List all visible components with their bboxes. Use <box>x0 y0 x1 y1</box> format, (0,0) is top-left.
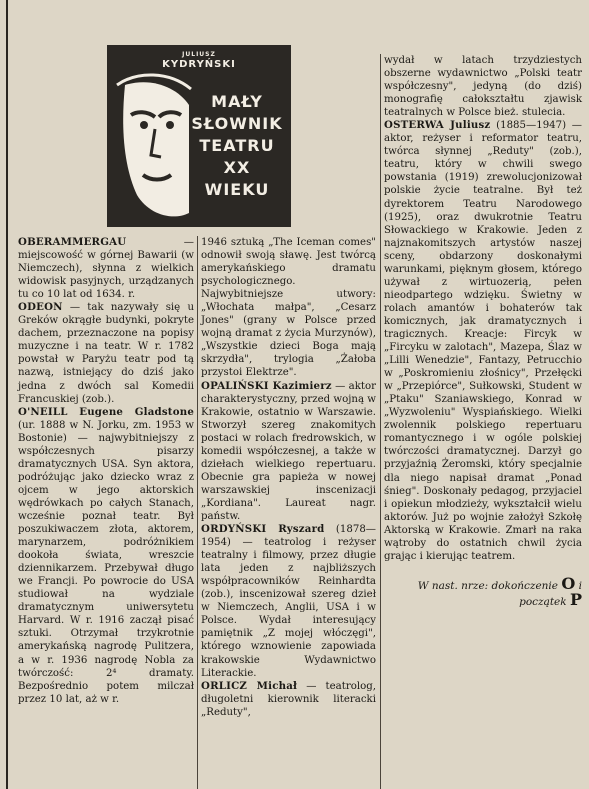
entry-text: 1946 sztuką „The Iceman comes" odnowił swoją sławę. Jest twórcą amerykańskiego dramatu psychologicznego. Najwybitniejsze utwory: „Włochata małpa", „Cesarz Jones" (grany w Polsce przed wojną dramat z życia Murzynów), „Wszystkie dzieci Boga mają skrzydła", trylogia „Żałoba przystoi Elektrze". <box>201 237 376 379</box>
continuation-letter: P <box>569 589 582 609</box>
dictionary-entry <box>201 523 376 680</box>
logo-title-line: TEATRU <box>199 136 275 155</box>
logo-title-line: XX <box>223 158 251 177</box>
entry-headword: ORLICZ Michał <box>201 679 298 692</box>
series-logo <box>107 45 291 227</box>
continuation-text: i początek <box>519 579 582 608</box>
dictionary-entry <box>201 680 376 719</box>
dictionary-entry <box>18 236 194 301</box>
logo-author-first: JULIUSZ <box>182 51 216 58</box>
entry-text: — teatrolog, długoletni kierownik literacki „Reduty", <box>201 680 376 718</box>
dictionary-entry <box>384 54 582 119</box>
entry-headword: OSTERWA Juliusz <box>384 119 491 132</box>
entry-text: (1878—1954) — teatrolog i reżyser teatralny i filmowy, przez długie lata jeden z najbliższych współpracowników Reinhardta (zob.), inscenizował szereg dzieł w Niemczech, Anglii, USA i w Polsce. Wydał interesujący pamiętnik „Z mojej włóczęgi", którego wznowienie zapowiada krakowskie Wydawnictwo Literackie. <box>201 524 376 679</box>
left-border-rule <box>6 0 8 789</box>
dictionary-entry <box>384 119 582 563</box>
logo-title-line: SŁOWNIK <box>191 114 283 133</box>
text-column-3 <box>384 54 582 609</box>
dictionary-entry <box>201 380 376 524</box>
entry-text: (ur. 1888 w N. Jorku, zm. 1953 w Bostonie) — najwybitniejszy z współczesnych pisarzy dramatycznych USA. Syn aktora, podróżując jako dziecko wraz z ojcem w jego aktorskich wędrówkach po całych Stanach, wcześnie poznał teatr. Był poszukiwaczem złota, aktorem, marynarzem, podróżnikiem dookoła świata, wreszcie dziennikarzem. Przebywał długo we Francji. Po powrocie do USA studiował na wydziale dramatycznym uniwersytetu Harvard. W r. 1916 zaczął pisać sztuki. Otrzymał trzykrotnie amerykańską nagrodę Pulitzera, a w r. 1936 nagrodę Nobla za twórczość: 2⁴ dramaty. Bezpośrednio potem milczał przez 10 lat, aż w r. <box>18 419 194 705</box>
logo-author-last: KYDRYŃSKI <box>162 59 236 70</box>
entry-text: — tak nazywały się u Greków okrągłe budynki, pokryte dachem, przeznaczone na popisy muzyczne i na teatr. W r. 1782 powstał w Paryżu teatr pod tą nazwą, istniejący do dziś jako jedna z dwóch sal Komedii Francuskiej (zob.). <box>18 302 194 405</box>
text-column-1 <box>18 236 194 706</box>
entry-text: wydał w latach trzydziestych obszerne wydawnictwo „Polski teatr współczesny", jedyną (do dziś) monografię całokształtu zjawisk teatralnych w Polsce bież. stulecia. <box>384 55 582 119</box>
dictionary-entry <box>18 301 194 405</box>
column-rule <box>380 54 381 789</box>
logo-title-line: WIEKU <box>204 180 270 199</box>
continuation-letter: O <box>561 573 576 593</box>
entry-headword: OPALIŃSKI Kazimierz <box>201 379 332 392</box>
text-column-2 <box>201 236 376 719</box>
entry-headword: O'NEILL Eugene Gladstone <box>18 405 194 418</box>
continuation-text: W nast. nrze: dokończenie <box>417 579 562 592</box>
entry-headword: OBERAMMERGAU <box>18 236 127 248</box>
dictionary-entry <box>18 406 194 706</box>
entry-headword: ORDYŃSKI Ryszard <box>201 523 325 536</box>
entry-headword: ODEON <box>18 301 63 314</box>
continuation-note <box>384 573 582 609</box>
dictionary-entry <box>201 236 376 380</box>
logo-title-line: MAŁY <box>211 92 263 111</box>
logo-title <box>189 91 285 201</box>
column-rule <box>197 236 198 789</box>
entry-text: — aktor charakterystyczny, przed wojną w Krakowie, ostatnio w Warszawie. Stworzył szereg znakomitych postaci w rolach fredrowskich, w komedii współczesnej, a także w dziełach wielkiego repertuaru. Obecnie gra papieża w nowej warszawskiej inscenizacji „Kordiana". Laureat nagr. państw. <box>201 380 376 522</box>
entry-text: — miejscowość w górnej Bawarii (w Niemczech), słynna z wielkich widowisk pasyjnych, urządzanych tu co 10 lat od 1634. r. <box>18 237 194 301</box>
entry-text: (1885—1947) — aktor, reżyser i reformator teatru, twórca słynnej „Reduty" (zob.), teatru, który w chwili swego powstania (1919) zrewolucjonizował polskie życie teatralne. Był też dyrektorem Teatru Narodowego (1925), oraz dwukrotnie Teatru Słowackiego w Krakowie. Jeden z najznakomitszych artystów naszej sceny, obdarzony doskonałymi warunkami, pięknym głosem, którego używał z wirtuozerią, pełen nieodpartego wdzięku. Świetny w rolach amantów i bohaterów tak komicznych, jak dramatycznych i tragicznych. Kreacje: Fircyk w „Fircyku w zalotach", Mazepa, Ślaz w „Lilli Wenedzie", Fantazy, Petrucchio w „Poskromieniu złośnicy", Przełęcki w „Przepiórce", Sułkowski, Student w „Ptaku" Szaniawskiego, Konrad w „Wyzwoleniu" Wyspiańskiego. Wielki zwolennik polskiego repertuaru romantycznego i w ogóle polskiej twórczości dramatycznej. Darzył go przyjaźnią Żeromski, który specjalnie dla niego napisał dramat „Ponad śnieg". Doskonały pedagog, przyjaciel i opiekun młodzieży, wykształcił wielu aktorów. Już po wojnie założył Szkołę Aktorską w Krakowie. Zmarł na raka wątroby do ostatnich chwil życia grając i kierując teatrem. <box>384 120 582 562</box>
